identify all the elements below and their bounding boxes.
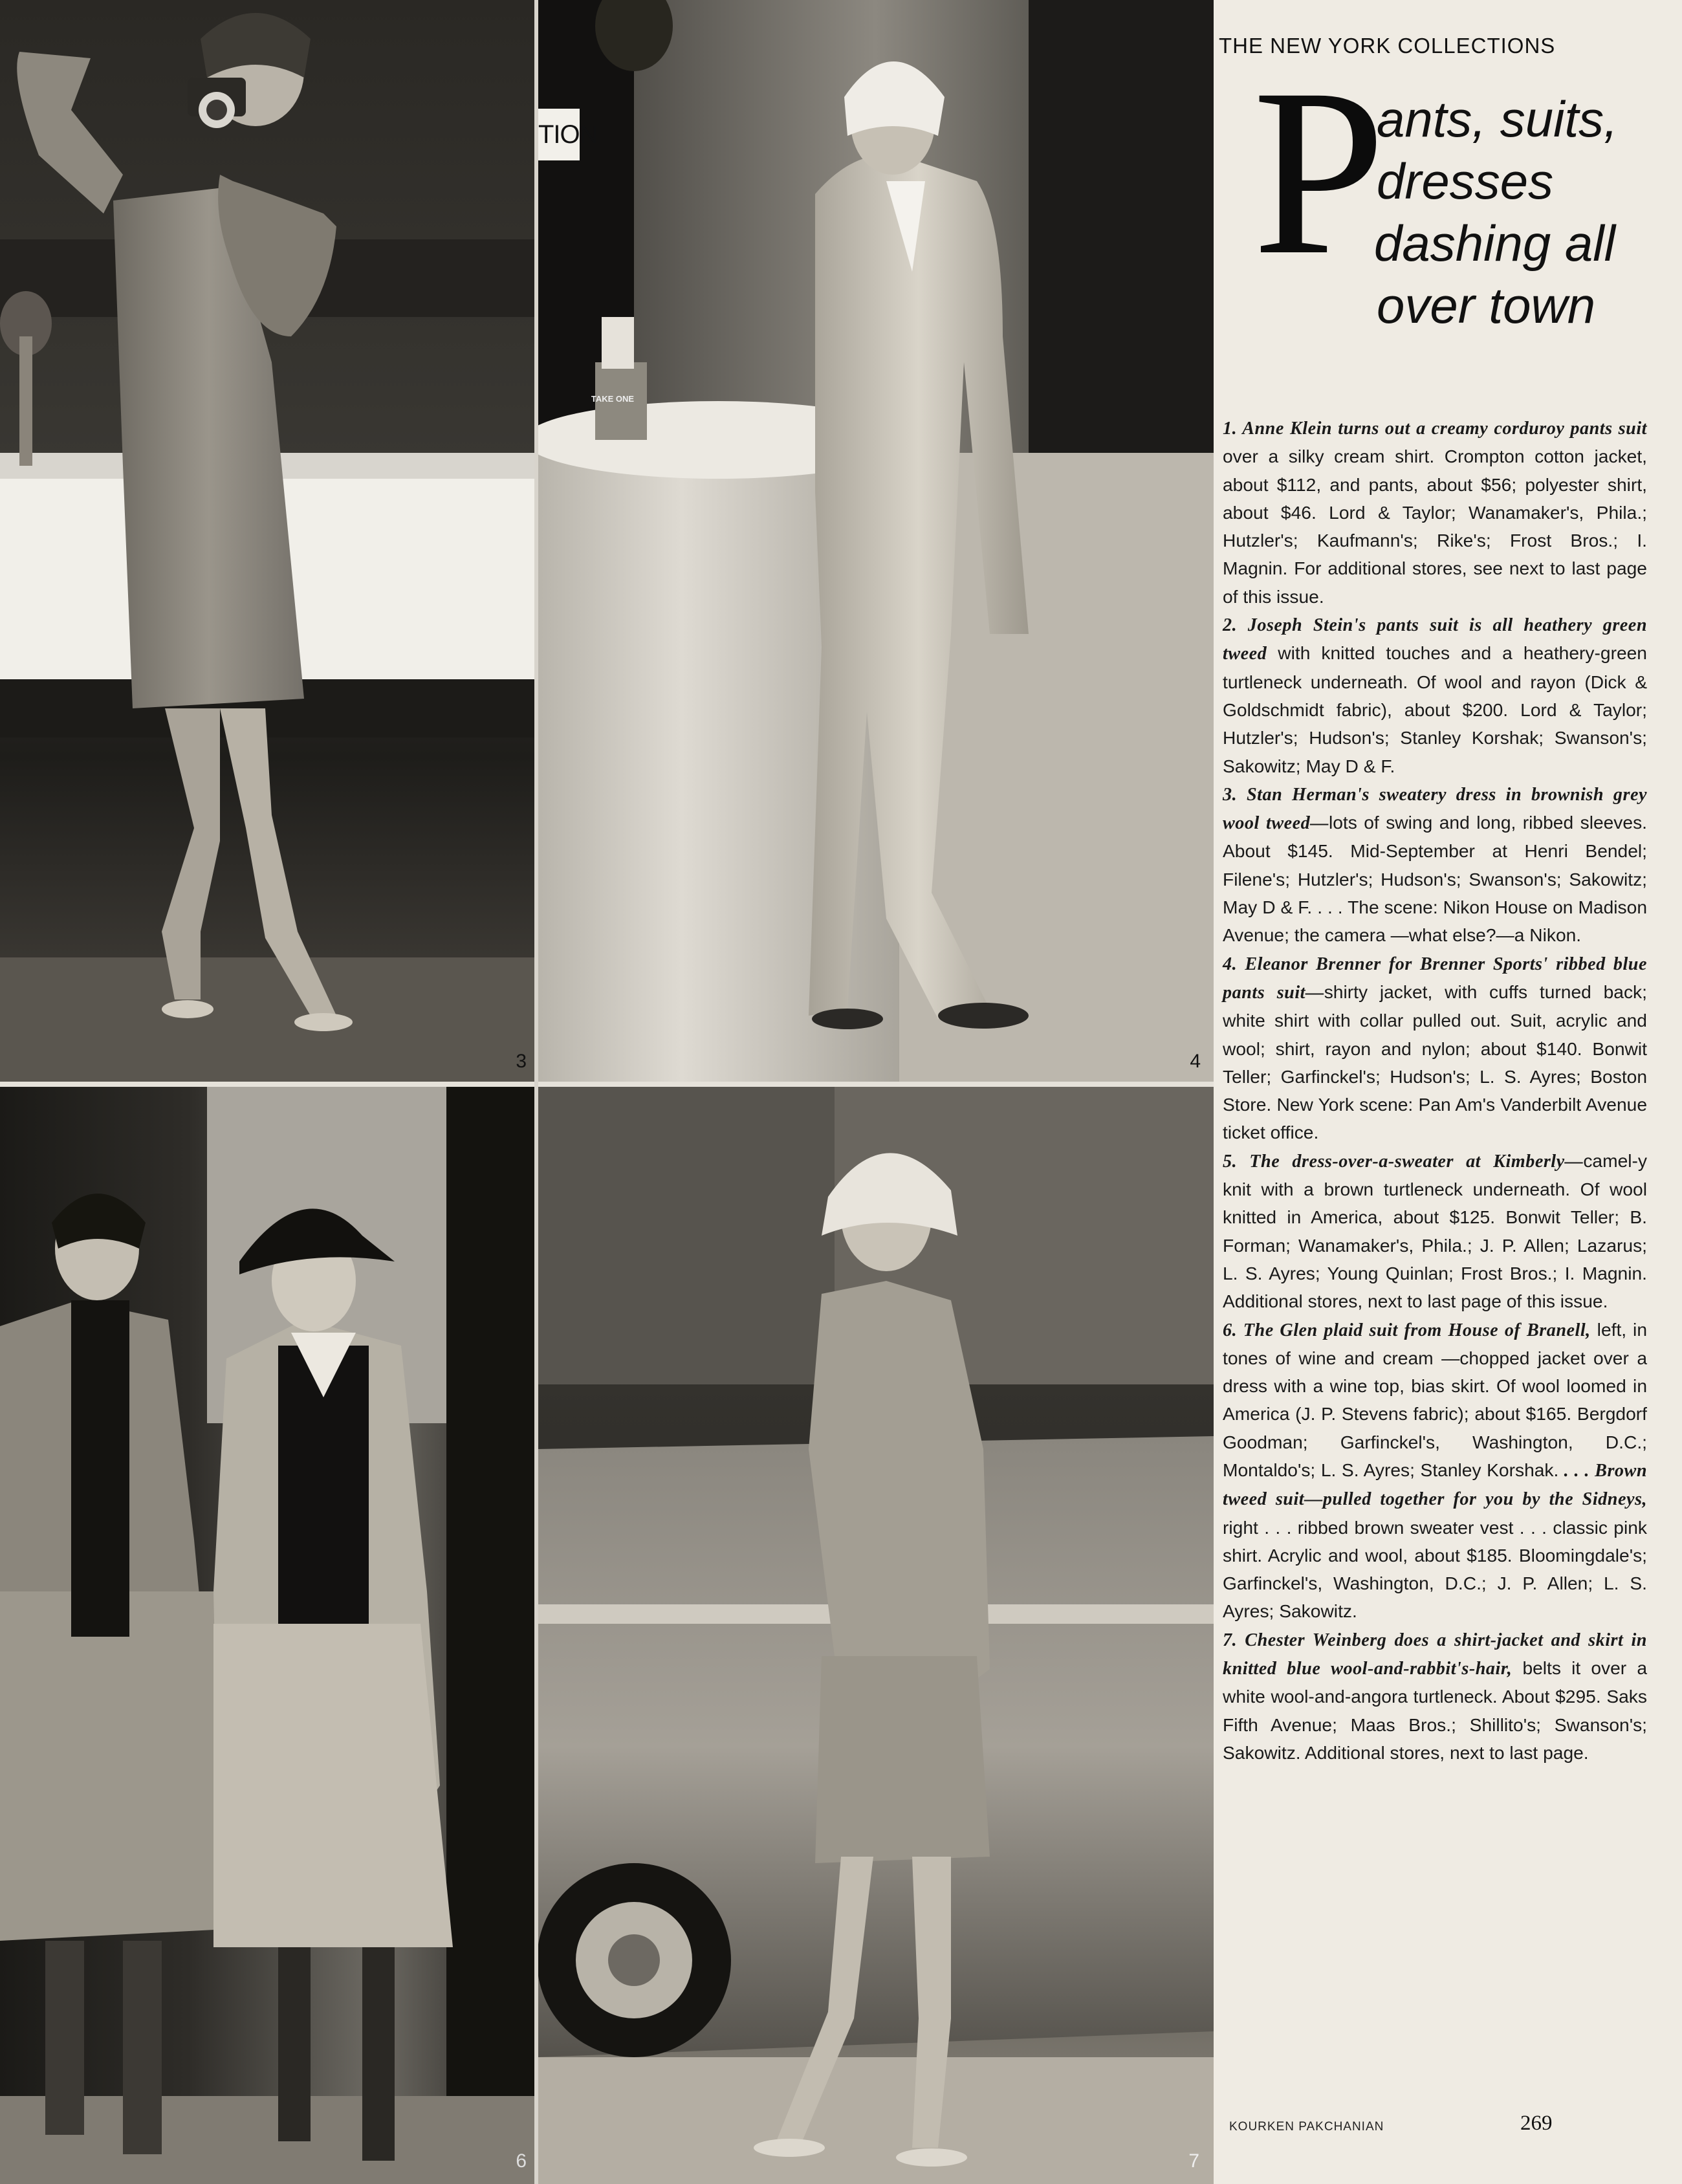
- item-6-lead-2: . . . Brown tweed suit—pulled together for you by the Sidneys,: [1223, 1460, 1648, 1510]
- photo-number-6: 6: [516, 2150, 527, 2172]
- item-4-text: shirty jacket, with cuffs turned back; white shirt with collar pulled out. Suit, acrylic and wool; shirt, rayon and nylon; about $140. Bonwit Teller; Garfinckel's; Hudson's; L. S. Ayres; Boston Store. New York scene: Pan Am's Vanderbilt Avenue ticket office.: [1223, 981, 1647, 1143]
- item-7-lead: 7. Chester Weinberg does a shirt-jacket and skirt in knitted blue wool-and-rabbit's-hair,: [1223, 1630, 1647, 1679]
- photo-3-nikon-house: [0, 0, 537, 1082]
- item-5: [1223, 1147, 1647, 1316]
- photo-number-4: 4: [1190, 1051, 1201, 1072]
- item-2-text: with knitted touches and a heathery-green turtleneck underneath. Of wool and rayon (Dick & Goldschmidt fabric), about $200. Lord & Taylor; Hutzler's; Hudson's; Stanley Korshak; Swanson's; Sakowitz; May D & F.: [1223, 642, 1647, 776]
- photo-4-illustration: [537, 0, 1214, 1082]
- section-kicker: THE NEW YORK COLLECTIONS: [1219, 34, 1556, 58]
- photo-4-ticket-office: [537, 0, 1214, 1082]
- item-4: [1223, 950, 1647, 1147]
- item-1-lead: 1. Anne Klein turns out a creamy corduroy pants suit: [1223, 419, 1647, 439]
- headline-line-2: dresses: [1377, 153, 1554, 210]
- headline-drop-cap: P: [1252, 39, 1386, 305]
- item-6-text-2: right . . . ribbed brown sweater vest . . . classic pink shirt. Acrylic and wool, about $185. Bloomingdale's; Garfinckel's, Washington, D.C.; J. P. Allen; L. S. Ayres; Sakowitz.: [1223, 1516, 1647, 1622]
- photo-6-two-suits: [0, 1087, 537, 2184]
- photo-gutter-vertical: [534, 0, 538, 2184]
- photo-3-illustration: [0, 0, 537, 1082]
- photo-6-illustration: [0, 1087, 537, 2184]
- item-7-text: belts it over a white wool-and-angora turtleneck. About $295. Saks Fifth Avenue; Maas Bros.; Shillito's; Swanson's; Sakowitz. Additional stores, next to last page.: [1223, 1657, 1647, 1763]
- item-3-text: lots of swing and long, ribbed sleeves. About $145. Mid-September at Henri Bendel; Filene's; Hutzler's; Hudson's; Swanson's; Sakowitz; May D & F. . . . The scene: Nikon House on Madison Avenue; the camera —what else?—a Nikon.: [1223, 812, 1647, 946]
- item-1-text: over a silky cream shirt. Crompton cotton jacket, about $112, and pants, about $56; polyester shirt, about $46. Lord & Taylor; Wanamaker's, Phila.; Hutzler's; Kaufmann's; Rike's; Frost Bros.; I. Magnin. For additional stores, see next to last page of this issue.: [1223, 446, 1647, 607]
- headline: [1374, 88, 1681, 336]
- headline-line-1: ants, suits,: [1377, 91, 1618, 147]
- take-one-card: TAKE ONE: [591, 394, 635, 404]
- ticket-office-sign: TION: [538, 109, 580, 160]
- item-5-text: camel-y knit with a brown turtleneck underneath. Of wool knitted in America, about $125. Bonwit Teller; B. Forman; Wanamaker's, Phila.; J. P. Allen; Lazarus; L. S. Ayres; Young Quinlan; Frost Bros.; I. Magnin. Additional stores, next to last page of this issue.: [1223, 1150, 1647, 1312]
- item-3: [1223, 780, 1647, 950]
- photo-credit: KOURKEN PAKCHANIAN: [1229, 2120, 1384, 2134]
- item-2-lead: 2. Joseph Stein's pants suit is all heathery green tweed: [1223, 615, 1647, 664]
- photo-number-7: 7: [1188, 2150, 1199, 2172]
- photo-number-3: 3: [516, 1051, 527, 1072]
- headline-line-3: dashing all: [1374, 215, 1615, 272]
- article-body: [1223, 414, 1647, 1767]
- item-5-lead: 5. The dress-over-a-sweater at Kimberly—: [1223, 1151, 1584, 1172]
- photo-gutter-horizontal: [0, 1082, 1214, 1087]
- page-number: 269: [1520, 2112, 1553, 2135]
- headline-line-4: over town: [1377, 277, 1596, 334]
- item-6-text: left, in tones of wine and cream —chopped jacket over a dress with a wine top, bias skirt. Of wool loomed in America (J. P. Stevens fabric); about $165. Bergdorf Goodman; Garfinckel's, Washington, D.C.; Montaldo's; L. S. Ayres; Stanley Korshak.: [1223, 1318, 1647, 1480]
- item-7: [1223, 1626, 1647, 1767]
- item-1: [1223, 414, 1647, 611]
- photo-7-illustration: [537, 1087, 1214, 2184]
- item-4-lead: 4. Eleanor Brenner for Brenner Sports' ribbed blue pants suit—: [1223, 954, 1647, 1003]
- photo-7-shirt-jacket: [537, 1087, 1214, 2184]
- item-6-lead: 6. The Glen plaid suit from House of Branell,: [1223, 1320, 1591, 1340]
- item-2: [1223, 611, 1647, 780]
- item-6: [1223, 1316, 1647, 1626]
- item-3-lead: 3. Stan Herman's sweatery dress in brownish grey wool tweed—: [1223, 784, 1647, 834]
